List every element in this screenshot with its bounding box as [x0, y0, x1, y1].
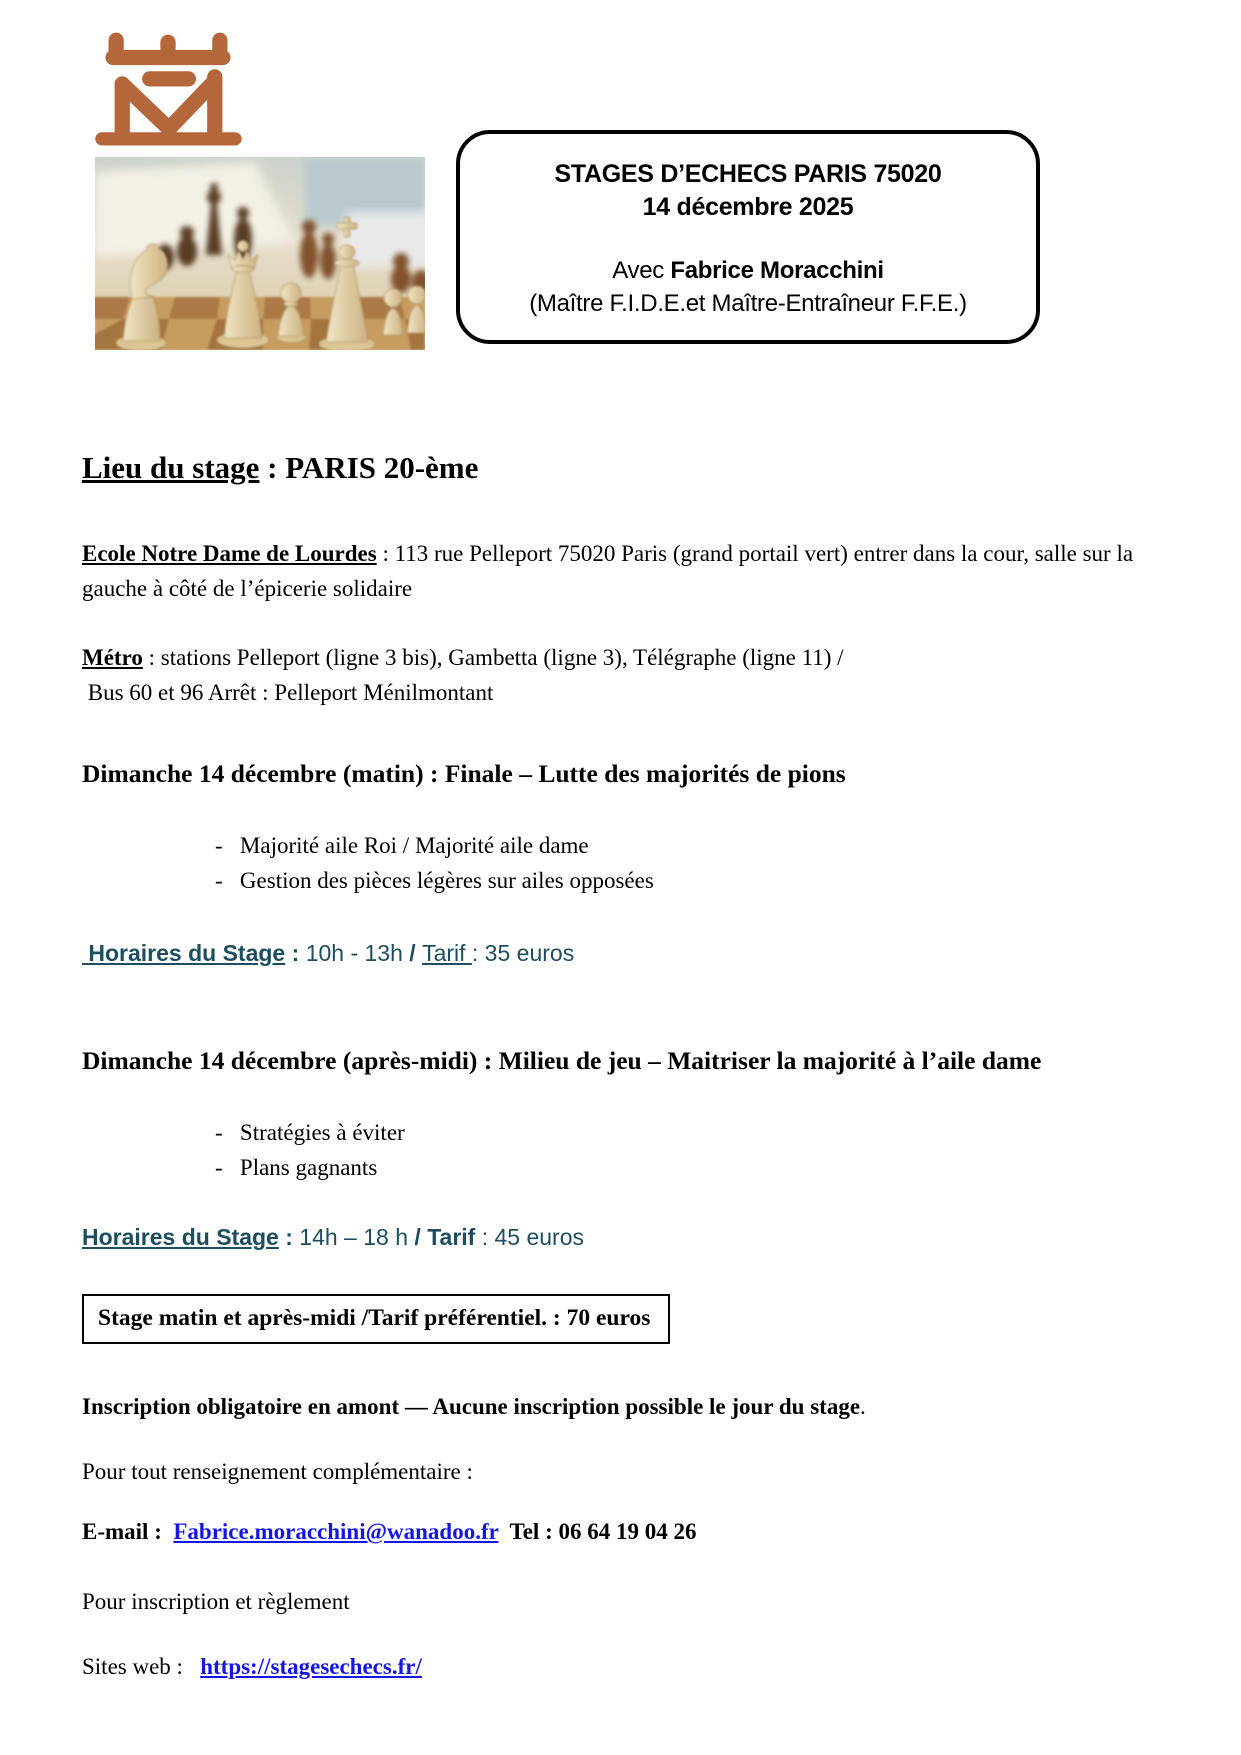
websites-line — [82, 1649, 1164, 1684]
contact-line — [82, 1514, 1164, 1549]
afternoon-slash: / — [408, 1224, 428, 1250]
afternoon-schedule-label: Horaires du Stage — [82, 1224, 279, 1250]
morning-slash: / — [402, 940, 423, 966]
morning-schedule-sep: : — [285, 940, 306, 966]
combined-price-text: Stage matin et après-midi /Tarif préférentiel. : 70 euros — [98, 1305, 651, 1331]
school-name: Ecole Notre Dame de Lourdes — [82, 541, 377, 566]
school-address-text: : 113 rue Pelleport 75020 Paris (grand portail vert) entrer dans la cour, salle sur la gauche à côté de l’épicerie solidaire — [82, 541, 1139, 601]
afternoon-schedule — [82, 1222, 1164, 1252]
instructor-name: Fabrice Moracchini — [670, 257, 884, 284]
website-link[interactable]: https://stagesechecs.fr/ — [200, 1654, 422, 1679]
websites-label: Sites web : — [82, 1654, 201, 1679]
afternoon-topic-list — [82, 1115, 1164, 1185]
list-item: - Majorité aile Roi / Majorité aile dame — [215, 828, 1164, 863]
title-line-credentials: (Maître F.I.D.E.et Maître-Entraîneur F.F.E.) — [529, 290, 967, 317]
list-item: - Gestion des pièces légères sur ailes opposées — [215, 863, 1164, 898]
afternoon-session-heading: Dimanche 14 décembre (après-midi) : Milieu de jeu – Maitriser la majorité à l’aile dame — [82, 1046, 1042, 1075]
title-line-instructor — [460, 254, 1036, 287]
list-item: - Stratégies à éviter — [215, 1115, 1164, 1150]
info-line: Pour tout renseignement complémentaire : — [82, 1459, 473, 1484]
chess-m-logo-icon — [90, 26, 246, 146]
metro-text: : stations Pelleport (ligne 3 bis), Gambetta (ligne 3), Télégraphe (ligne 11) / — [142, 645, 844, 670]
metro-label: Métro — [82, 645, 143, 670]
afternoon-time: 14h – 18 h — [299, 1224, 409, 1250]
chess-club-logo — [90, 26, 246, 146]
title-line-date: 14 décembre 2025 — [642, 193, 854, 221]
afternoon-tarif-value: : 45 euros — [475, 1224, 585, 1250]
registration-notice-text: Inscription obligatoire en amont — Aucune inscription possible le jour du stage — [82, 1394, 861, 1419]
page-title-value: PARIS 20-ème — [285, 450, 479, 485]
morning-schedule — [82, 938, 1164, 968]
email-link[interactable]: Fabrice.moracchini@wanadoo.fr — [173, 1519, 499, 1544]
page-title-sep: : — [259, 450, 286, 485]
list-item: - Plans gagnants — [215, 1150, 1164, 1185]
metro-info — [82, 640, 1164, 710]
registration-notice-period: . — [860, 1394, 866, 1419]
afternoon-tarif-label: Tarif — [427, 1224, 476, 1250]
flyer-body — [82, 448, 1164, 1684]
bus-text: Bus 60 et 96 Arrêt : Pelleport Ménilmontant — [82, 680, 494, 705]
title-line-course: STAGES D’ECHECS PARIS 75020 — [554, 160, 942, 188]
chess-photo-image — [95, 157, 425, 350]
page-title-label: Lieu du stage — [82, 450, 260, 485]
instructor-prefix: Avec — [612, 257, 671, 284]
morning-session-heading: Dimanche 14 décembre (matin) : Finale – Lutte des majorités de pions — [82, 759, 846, 788]
morning-time: 10h - 13h — [305, 940, 403, 966]
school-address — [82, 536, 1164, 606]
title-box — [456, 130, 1040, 344]
payment-line: Pour inscription et règlement — [82, 1589, 350, 1614]
morning-schedule-label: Horaires du Stage — [82, 940, 286, 966]
phone-text: Tel : 06 64 19 04 26 — [498, 1519, 697, 1544]
chess-pieces-photo — [95, 157, 425, 350]
morning-tarif-label: Tarif — [422, 940, 472, 966]
afternoon-schedule-sep: : — [278, 1224, 300, 1250]
morning-tarif-value: : 35 euros — [471, 940, 575, 966]
email-label: E-mail : — [82, 1519, 174, 1544]
combined-price-box — [82, 1294, 670, 1344]
morning-topic-list — [82, 828, 1164, 898]
registration-notice — [82, 1389, 1164, 1424]
page-title — [82, 448, 1164, 488]
